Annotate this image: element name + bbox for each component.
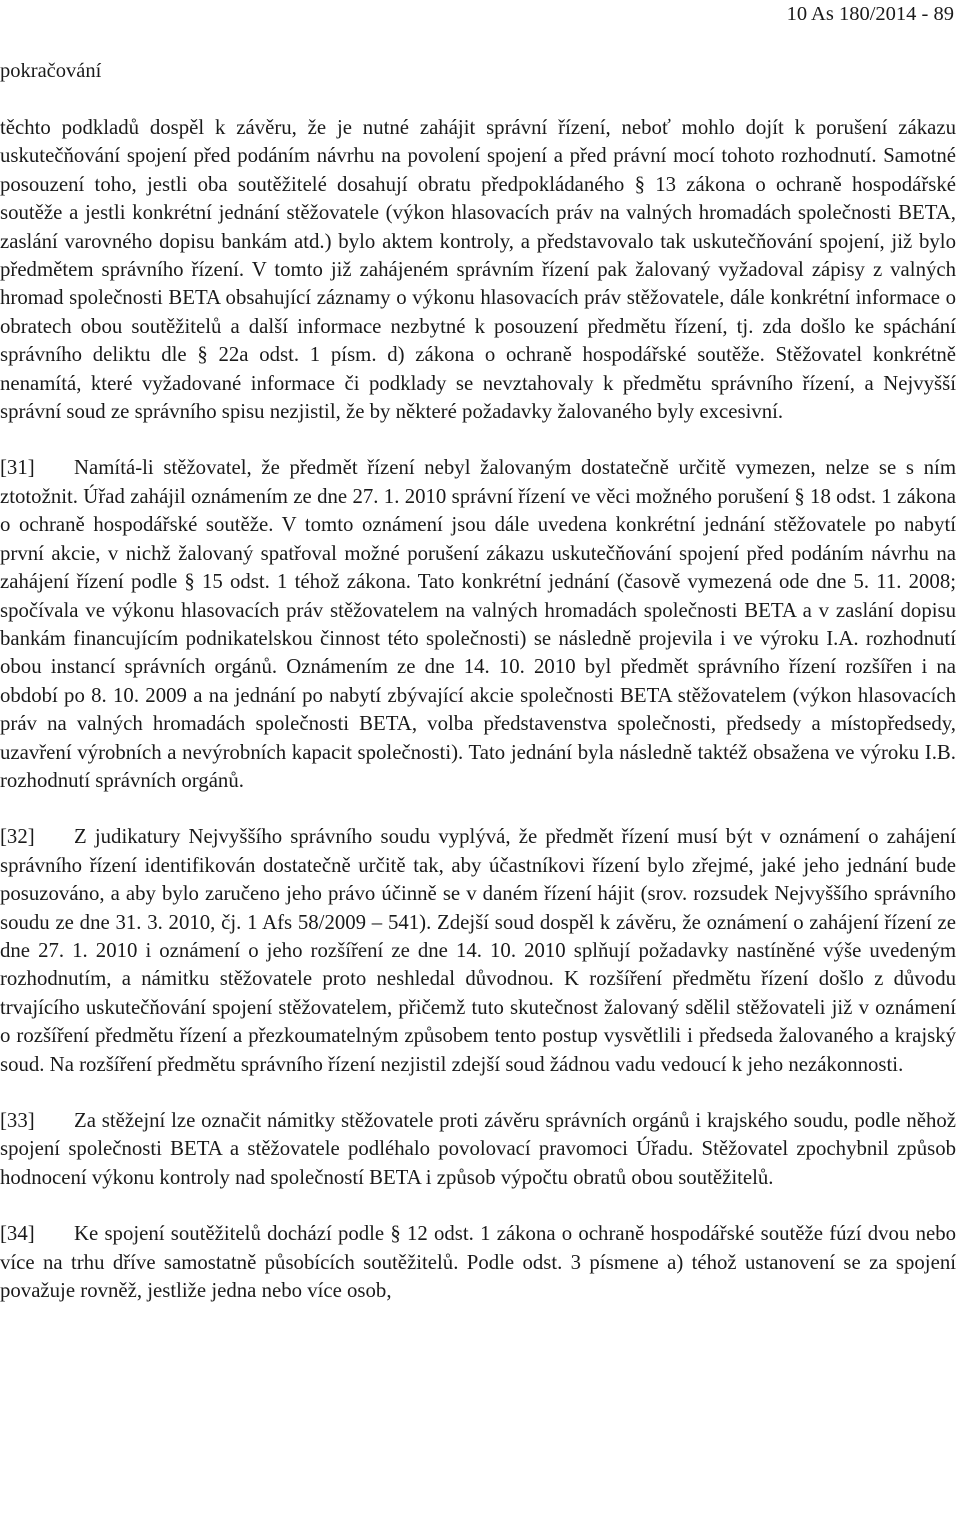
paragraph-number: [34] [0,1222,35,1246]
paragraph-number: [32] [0,825,35,849]
paragraph-34 [0,1220,956,1305]
case-number: 10 As 180/2014 - 89 [786,3,954,25]
paragraph-text: Ke spojení soutěžitelů dochází podle § 12 odst. 1 zákona o ochraně hospodářské soutěže fúzí dvou nebo více na trhu dříve samostatně působících soutěžitelů. Podle odst. 3 písmene a) téhož ustanovení se za spojení považuje rovněž, jestliže jedna nebo více osob, [0,1222,956,1303]
paragraph-text: těchto podkladů dospěl k závěru, že je nutné zahájit správní řízení, neboť mohlo dojít k porušení zákazu uskutečňování spojení před podáním návrhu na povolení spojení a před právní mocí tohoto rozhodnutí. Samotné posouzení toho, jestli oba soutěžitelé dosahují obratu předpokládaného § 13 zákona o ochraně hospodářské soutěže a jestli konkrétní jednání stěžovatele (výkon hlasovacích práv na valných hromadách společnosti BETA, zaslání varovného dopisu bankám atd.) bylo aktem kontroly, a představovalo tak uskutečňování spojení, již bylo předmětem správního řízení. V tomto již zahájeném správním řízení pak žalovaný vyžadoval zápisy z valných hromad společnosti BETA obsahující záznamy o výkonu hlasovacích práv stěžovatele, dále konkrétní informace o obratech obou soutěžitelů a další informace nezbytné k posouzení předmětu řízení, tj. zda došlo ke spáchání správního deliktu dle § 22a odst. 1 písm. d) zákona o ochraně hospodářské soutěže. Stěžovatel konkrétně nenamítá, které vyžadované informace či podklady se nevztahovaly k předmětu správního řízení, a Nejvyšší správní soud ze správního spisu nezjistil, že by některé požadavky žalovaného byly excesivní. [0,116,956,424]
paragraph-text: Namítá-li stěžovatel, že předmět řízení nebyl žalovaným dostatečně určitě vymezen, nelze se s ním ztotožnit. Úřad zahájil oznámením ze dne 27. 1. 2010 správní řízení ve věci možného porušení § 18 odst. 1 zákona o ochraně hospodářské soutěže. V tomto oznámení jsou dále uvedena konkrétní jednání stěžovatele po nabytí první akcie, v nichž žalovaný spatřoval možné porušení zákazu uskutečňování spojení před podáním návrhu na zahájení řízení podle § 15 odst. 1 téhož zákona. Tato konkrétní jednání (časově vymezená ode dne 5. 11. 2008; spočívala ve výkonu hlasovacích práv stěžovatelem na valných hromadách společnosti BETA a v zaslání dopisu bankám financujícím podnikatelskou činnost této společnosti) se následně projevila i ve výroku I.A. rozhodnutí obou instancí správních orgánů. Oznámením ze dne 14. 10. 2010 byl předmět správního řízení rozšířen i na období po 8. 10. 2009 a na jednání po nabytí zbývající akcie společnosti BETA stěžovatelem (výkon hlasovacích práv na valných hromadách společnosti BETA, volba představenstva společnosti, předsedy a místopředsedy, uzavření výrobních a nevýrobních kapacit společnosti). Tato jednání byla následně taktéž obsažena ve výroku I.B. rozhodnutí správních orgánů. [0,456,956,792]
continuation-label: pokračování [0,60,102,82]
paragraph-text: Z judikatury Nejvyššího správního soudu vyplývá, že předmět řízení musí být v oznámení o zahájení správního řízení identifikován dostatečně určitě tak, aby účastníkovi řízení bylo zřejmé, jaké jeho jednání bude posuzováno, a aby bylo zaručeno jeho právo účinně se v daném řízení hájit (srov. rozsudek Nejvyššího správního soudu ze dne 31. 3. 2010, čj. 1 Afs 58/2009 – 541). Zdejší soud dospěl k závěru, že oznámení o zahájení řízení ze dne 27. 1. 2010 i oznámení o jeho rozšíření ze dne 14. 10. 2010 splňují požadavky nastíněné výše uvedeným rozhodnutím, a námitku stěžovatele proto neshledal důvodnou. K rozšíření předmětu řízení došlo z důvodu trvajícího uskutečňování spojení stěžovatelem, přičemž tuto skutečnost žalovaný sdělil stěžovateli již v oznámení o rozšíření předmětu řízení a přezkoumatelným způsobem tento postup vysvětlili i předseda žalovaného a krajský soud. Na rozšíření předmětu správního řízení nezjistil zdejší soud žádnou vadu vedoucí k jeho nezákonnosti. [0,825,956,1076]
paragraph-continued [0,114,956,426]
paragraph-33 [0,1107,956,1192]
paragraph-text: Za stěžejní lze označit námitky stěžovatele proti závěru správních orgánů i krajského soudu, podle něhož spojení společnosti BETA a stěžovatele podléhalo povolovací pravomoci Úřadu. Stěžovatel zpochybnil způsob hodnocení výkonu kontroly nad společností BETA i způsob výpočtu obratů obou soutěžitelů. [0,1109,956,1189]
paragraph-number: [33] [0,1109,35,1132]
paragraph-32 [0,823,956,1079]
document-body [0,114,956,1333]
paragraph-31 [0,454,956,795]
paragraph-number: [31] [0,456,35,480]
